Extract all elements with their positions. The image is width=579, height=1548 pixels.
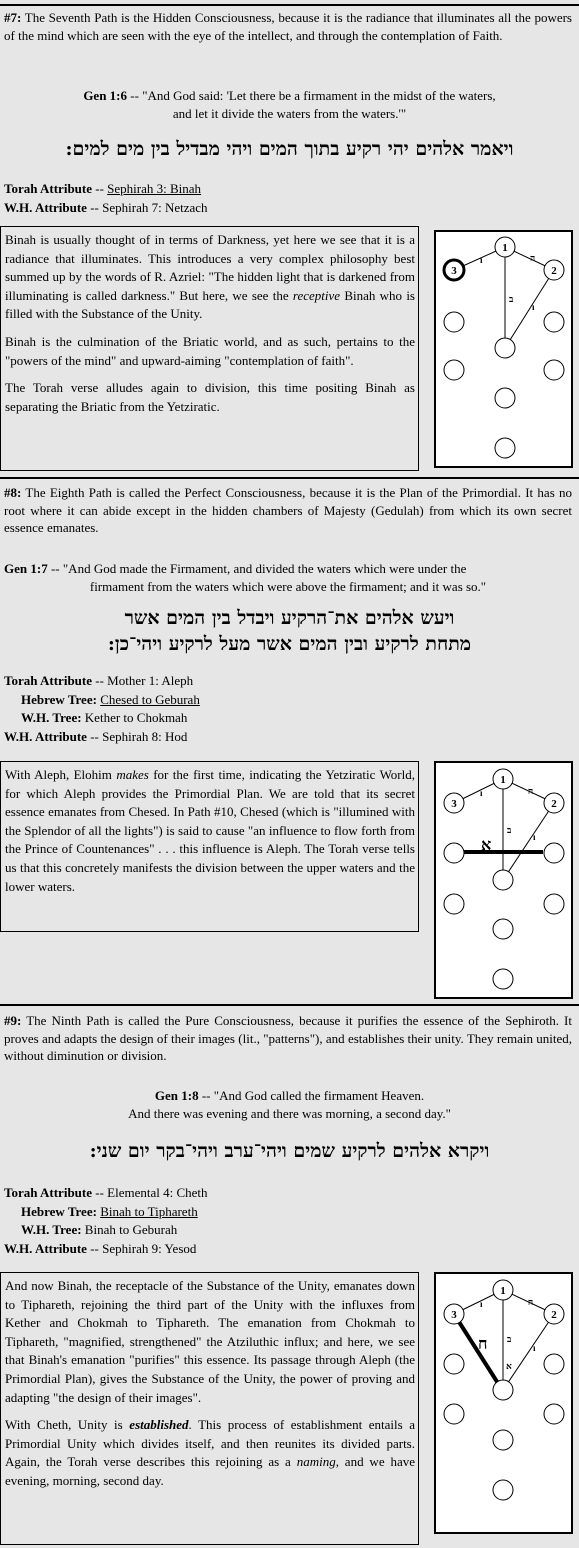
- tiphareth-node: [495, 338, 515, 358]
- chesed-node: [444, 1354, 464, 1374]
- wh-attribute: W.H. Attribute -- Sephirah 9: Yesod: [4, 1240, 197, 1256]
- commentary-paragraph: The Torah verse alludes again to division, this time positing Binah as separating the Briatic from the Yetziratic.: [5, 380, 415, 414]
- path-letter: ı: [480, 1299, 483, 1309]
- tree-of-life-diagram: [436, 763, 571, 997]
- tree-of-life-diagram: [436, 1274, 571, 1532]
- path-7-text: The Seventh Path is the Hidden Consciousness, because it is the radiance that illuminates all the powers of the mind which are seen with the eye of the intellect, and through the contemplation of Faith.: [4, 10, 572, 43]
- tree-diagram-7: [434, 230, 573, 468]
- path-letter: ב: [507, 825, 512, 835]
- path-8-description: [4, 484, 572, 537]
- cheth-letter: ח: [478, 1336, 488, 1353]
- node-label: 1: [502, 242, 508, 254]
- emphasis: established: [129, 1417, 189, 1433]
- commentary-paragraph: And now Binah, the receptacle of the Substance of the Unity, emanates down to Tiphareth, rejoining the third part of the Unity with the influxes from Kether and Chokmah to Tiphareth. The emanation from Chokmah to Tiphareth, "magnified, strengthened" the Atziluthic influx; and here, we see that Binah's emanation "purifies" this essence. Its passage through Aleph (the Primordial Plan), gives the Substance of the Unity, the power of proving and adapting "the design of their images".: [5, 1278, 415, 1405]
- wh-tree-attribute: W.H. Tree: Binah to Geburah: [21, 1222, 178, 1237]
- hebrew-line: ויקרא אלהים לרקיע שמים ויהי־ערב ויהי־בקר יום שני:: [89, 1140, 490, 1162]
- hebrew-line: ויעש אלהים את־הרקיע ויבדל בין המים אשר: [124, 607, 455, 629]
- tree-diagram-8: [434, 761, 573, 999]
- hebrew-tree-attribute: Hebrew Tree: Binah to Tiphareth: [21, 1203, 198, 1219]
- path-8-label: #8:: [4, 485, 22, 500]
- verse-text: "And God said: 'Let there be a firmament in the midst of the waters,: [142, 88, 496, 103]
- verse-gen-1-7: [4, 560, 572, 596]
- hebrew-verse: [0, 605, 579, 657]
- hod-node: [544, 360, 564, 380]
- node-label: 3: [451, 265, 457, 277]
- hod-node: [544, 1404, 564, 1424]
- chesed-node: [444, 312, 464, 332]
- geburah-node: [544, 843, 564, 863]
- node-label: 2: [551, 798, 557, 810]
- torah-attribute: Torah Attribute -- Mother 1: Aleph: [4, 673, 194, 688]
- hebrew-verse: [0, 136, 579, 162]
- malkuth-node: [493, 969, 513, 989]
- path-letter: ı: [533, 1343, 536, 1353]
- commentary-paragraph: With Cheth, Unity is established. This process of establishment entails a Primordial Unity which divides itself, and then reunites its divided parts. Again, the Torah verse describes this rejoining as a naming, and we have evening, morning, second day.: [5, 1417, 416, 1488]
- node-label: 3: [451, 1309, 457, 1321]
- verse-ref: Gen 1:7: [4, 561, 48, 576]
- attributes-8: [4, 672, 200, 746]
- yesod-node: [495, 388, 515, 408]
- verse-line: And there was evening and there was morning, a second day.": [128, 1106, 451, 1121]
- path-letter: ה: [530, 253, 536, 263]
- path-letter: ı: [480, 255, 483, 265]
- verse-ref: Gen 1:6: [83, 88, 128, 103]
- commentary-paragraph: Binah is the culmination of the Briatic world, and as such, pertains to the "powers of the mind" and upward-aiming "contemplation of faith".: [5, 333, 415, 368]
- verse-sep: --: [198, 1088, 214, 1103]
- verse-gen-1-6: [0, 87, 579, 123]
- emphasis: naming: [296, 1454, 336, 1470]
- geburah-node: [544, 1354, 564, 1374]
- path-letter: ב: [507, 1334, 512, 1344]
- wh-attribute: W.H. Attribute -- Sephirah 8: Hod: [4, 728, 188, 744]
- aleph-letter: א: [506, 1361, 512, 1371]
- commentary-box-8: [0, 761, 419, 932]
- geburah-node: [544, 312, 564, 332]
- path-letter: ה: [528, 786, 534, 796]
- commentary-paragraph: Binah is usually thought of in terms of Darkness, yet here we see that it is a radiance that illuminates. This introduces a very complex philosophy best summed up by the words of R. Azriel: "The hidden light that is darkened from illuminating is called darkness." But here, we see the receptive Binah who is filled with the Substance of the Unity.: [5, 232, 415, 322]
- verse-sep: --: [127, 88, 143, 103]
- verse-line: and let it divide the waters from the waters.'": [172, 106, 407, 121]
- chesed-node: [444, 843, 464, 863]
- verse-text: "And God called the firmament Heaven.: [213, 1088, 425, 1103]
- commentary-box-7: [0, 226, 419, 471]
- verse-text: "And God made the Firmament, and divided the waters which were under the: [62, 561, 467, 576]
- commentary-paragraph: With Aleph, Elohim makes for the first time, indicating the Yetziratic World, for which Aleph provides the Primordial Plan. We are told that its secret essence emanates from Chesed. In Path #10, Chesed (which is "illumined with the Splendor of all the lights") is said to cause "an influence to flow forth from the Prince of Countenances" . . . this influence is Aleph. The Torah verse tells us that this concretely manifests the division between the upper waters and the lower waters.: [5, 767, 415, 894]
- divider-top: [0, 4, 579, 6]
- node-label: 2: [551, 1309, 557, 1321]
- hebrew-verse: [0, 1138, 579, 1164]
- commentary-box-9: [0, 1272, 419, 1545]
- attributes-7: [4, 180, 208, 217]
- verse-line: [0, 1087, 579, 1105]
- hod-node: [544, 894, 564, 914]
- verse-gen-1-8: [0, 1087, 579, 1123]
- path-letter: ה: [528, 1297, 534, 1307]
- node-label: 3: [451, 798, 457, 810]
- path-9-label: #9:: [4, 1013, 22, 1028]
- path-letter: ı: [480, 788, 483, 798]
- divider: [0, 1004, 579, 1006]
- verse-line: [4, 560, 572, 578]
- emphasis: makes: [116, 767, 149, 782]
- node-label: 1: [500, 774, 506, 786]
- verse-line: [0, 87, 579, 105]
- verse-ref: Gen 1:8: [154, 1088, 199, 1103]
- yesod-node: [493, 919, 513, 939]
- tiphareth-node: [493, 1380, 513, 1400]
- hebrew-line: מתחת לרקיע ובין המים אשר מעל לרקיע ויהי־כן:: [107, 633, 472, 655]
- emphasis: receptive: [292, 287, 341, 303]
- wh-attribute: W.H. Attribute -- Sephirah 7: Netzach: [4, 199, 208, 215]
- node-label: 2: [551, 265, 557, 277]
- path-8-text: The Eighth Path is called the Perfect Consciousness, because it is the Plan of the Primordial. It has no root where it can abide except in the hidden chambers of Majesty (Gedulah) from which its own secret essence emanates.: [4, 485, 573, 535]
- path-9-description: [4, 1012, 572, 1065]
- netzach-node: [444, 360, 464, 380]
- netzach-node: [444, 1404, 464, 1424]
- verse-sep: --: [47, 561, 63, 576]
- attributes-9: [4, 1184, 208, 1258]
- torah-attribute: Torah Attribute -- Elemental 4: Cheth: [4, 1185, 208, 1200]
- netzach-node: [444, 894, 464, 914]
- divider: [0, 477, 579, 479]
- torah-attribute: Torah Attribute -- Sephirah 3: Binah: [4, 181, 202, 196]
- aleph-letter: א: [481, 837, 492, 854]
- path-letter: ב: [509, 294, 514, 304]
- path-7-description: [4, 9, 572, 44]
- verse-line: firmament from the waters which were above the firmament; and it was so.": [89, 579, 487, 594]
- wh-tree-attribute: W.H. Tree: Kether to Chokmah: [21, 710, 188, 725]
- node-label: 1: [500, 1285, 506, 1297]
- tree-of-life-diagram: [436, 232, 571, 466]
- malkuth-node: [493, 1480, 513, 1500]
- hebrew-line: ויאמר אלהים יהי רקיע בתוך המים ויהי מבדיל בין מים למים:: [65, 138, 514, 160]
- path-letter: ı: [532, 302, 535, 312]
- hebrew-tree-attribute: Hebrew Tree: Chesed to Geburah: [21, 691, 200, 707]
- path-7-label: #7:: [4, 10, 22, 25]
- path-letter: ı: [533, 832, 536, 842]
- tree-diagram-9: [434, 1272, 573, 1534]
- yesod-node: [493, 1430, 513, 1450]
- malkuth-node: [495, 438, 515, 458]
- tiphareth-node: [493, 870, 513, 890]
- path-9-text: The Ninth Path is called the Pure Consciousness, because it purifies the essence of the Sephiroth. It proves and adapts the design of their images (lit., "patterns"), and establishes their unity. They remain united, without diminution or division.: [4, 1013, 573, 1063]
